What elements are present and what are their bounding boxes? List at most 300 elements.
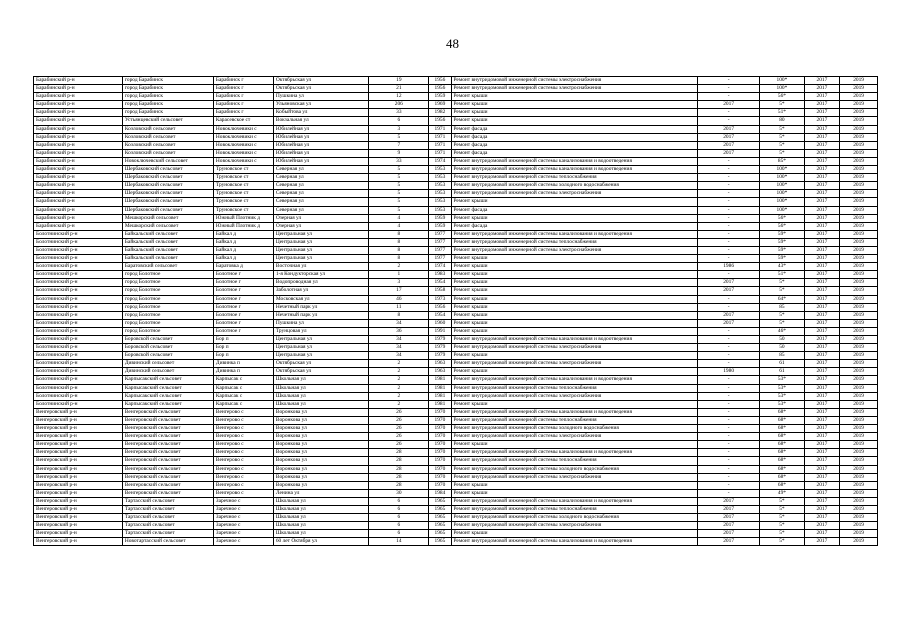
last-repair-year-cell: 2017 xyxy=(698,149,760,157)
plan-end-cell: 2019 xyxy=(840,336,878,344)
municipality-cell: Новотартасский сельсовет xyxy=(122,538,213,546)
plan-end-cell: 2019 xyxy=(840,473,878,481)
wear-percent-cell: 100* xyxy=(760,206,804,214)
plan-start-cell: 2017 xyxy=(804,530,840,538)
district-cell: Болотнинский р-н xyxy=(34,319,123,327)
plan-end-cell: 2019 xyxy=(840,457,878,465)
plan-start-cell: 2017 xyxy=(804,319,840,327)
wear-percent-cell: 56* xyxy=(760,93,804,101)
municipality-cell: Дивинский сельсовет xyxy=(122,368,213,376)
plan-start-cell: 2017 xyxy=(804,206,840,214)
table-row xyxy=(34,514,878,522)
plan-end-cell: 2019 xyxy=(840,327,878,335)
plan-start-cell: 2017 xyxy=(804,182,840,190)
settlement-cell: Карпысак с xyxy=(213,392,273,400)
table-row xyxy=(34,336,878,344)
district-cell: Барабинский р-н xyxy=(34,101,123,109)
work-type-cell: Ремонт внутридомовой инженерной системы электроснабжения xyxy=(451,392,698,400)
build-year-cell: 1954 xyxy=(429,279,451,287)
street-cell: Озерная ул xyxy=(273,214,369,222)
plan-start-cell: 2017 xyxy=(804,166,840,174)
municipality-cell: Байкальский сельсовет xyxy=(122,246,213,254)
wear-percent-cell: 68* xyxy=(760,473,804,481)
table-row xyxy=(34,271,878,279)
work-type-cell: Ремонт внутридомовой инженерной системы канализования и водоотведения xyxy=(451,449,698,457)
last-repair-year-cell: - xyxy=(698,457,760,465)
municipality-cell: Венгеровский сельсовет xyxy=(122,425,213,433)
house-number-cell: 2 xyxy=(369,368,429,376)
plan-start-cell: 2017 xyxy=(804,287,840,295)
last-repair-year-cell: - xyxy=(698,198,760,206)
municipality-cell: Шербаковский сельсовет xyxy=(122,206,213,214)
last-repair-year-cell: - xyxy=(698,481,760,489)
house-number-cell: 8 xyxy=(369,255,429,263)
build-year-cell: 1981 xyxy=(429,392,451,400)
plan-end-cell: 2019 xyxy=(840,279,878,287)
settlement-cell: Байкал д xyxy=(213,255,273,263)
table-row xyxy=(34,416,878,424)
settlement-cell: Венгерово с xyxy=(213,489,273,497)
build-year-cell: 1953 xyxy=(429,166,451,174)
table-row xyxy=(34,449,878,457)
work-type-cell: Ремонт крыши xyxy=(451,311,698,319)
table-row xyxy=(34,287,878,295)
district-cell: Барабинский р-н xyxy=(34,109,123,117)
street-cell: Северная ул xyxy=(273,182,369,190)
municipality-cell: Венгеровский сельсовет xyxy=(122,449,213,457)
street-cell: Юбилейная ул xyxy=(273,141,369,149)
house-number-cell: 12 xyxy=(369,93,429,101)
plan-start-cell: 2017 xyxy=(804,109,840,117)
wear-percent-cell: 68* xyxy=(760,425,804,433)
build-year-cell: 1954 xyxy=(429,311,451,319)
work-type-cell: Ремонт крыши xyxy=(451,303,698,311)
district-cell: Венгеровский р-н xyxy=(34,425,123,433)
street-cell: Озерная ул xyxy=(273,222,369,230)
table-row xyxy=(34,109,878,117)
plan-end-cell: 2019 xyxy=(840,344,878,352)
district-cell: Болотнинский р-н xyxy=(34,263,123,271)
build-year-cell: 1982 xyxy=(429,109,451,117)
table-row xyxy=(34,198,878,206)
district-cell: Венгеровский р-н xyxy=(34,465,123,473)
build-year-cell: 1965 xyxy=(429,522,451,530)
plan-end-cell: 2019 xyxy=(840,392,878,400)
district-cell: Венгеровский р-н xyxy=(34,441,123,449)
district-cell: Венгеровский р-н xyxy=(34,408,123,416)
page-number: 48 xyxy=(446,36,459,51)
house-number-cell: 21 xyxy=(369,85,429,93)
table-row xyxy=(34,433,878,441)
table-row xyxy=(34,85,878,93)
settlement-cell: Венгерово с xyxy=(213,408,273,416)
plan-start-cell: 2017 xyxy=(804,93,840,101)
table-row xyxy=(34,238,878,246)
work-type-cell: Ремонт внутридомовой инженерной системы канализования и водоотведения xyxy=(451,376,698,384)
settlement-cell: Карпысак с xyxy=(213,384,273,392)
settlement-cell: Дивинка п xyxy=(213,368,273,376)
plan-start-cell: 2017 xyxy=(804,384,840,392)
build-year-cell: 1981 xyxy=(429,400,451,408)
table-row xyxy=(34,133,878,141)
street-cell: Школьная ул xyxy=(273,530,369,538)
plan-end-cell: 2019 xyxy=(840,182,878,190)
last-repair-year-cell: 2017 xyxy=(698,530,760,538)
work-type-cell: Ремонт фасада xyxy=(451,141,698,149)
wear-percent-cell: 68* xyxy=(760,441,804,449)
plan-end-cell: 2019 xyxy=(840,125,878,133)
last-repair-year-cell: 2017 xyxy=(698,505,760,513)
table-row xyxy=(34,166,878,174)
build-year-cell: 1970 xyxy=(429,408,451,416)
wear-percent-cell: 61 xyxy=(760,368,804,376)
house-number-cell: 34 xyxy=(369,344,429,352)
build-year-cell: 1977 xyxy=(429,238,451,246)
table-row xyxy=(34,522,878,530)
house-number-cell: 28 xyxy=(369,449,429,457)
work-type-cell: Ремонт внутридомовой инженерной системы теплоснабжения xyxy=(451,416,698,424)
wear-percent-cell: 59* xyxy=(760,238,804,246)
house-number-cell: 46 xyxy=(369,295,429,303)
table-row xyxy=(34,182,878,190)
district-cell: Венгеровский р-н xyxy=(34,449,123,457)
plan-end-cell: 2019 xyxy=(840,287,878,295)
house-number-cell: 6 xyxy=(369,505,429,513)
build-year-cell: 1959 xyxy=(429,93,451,101)
table-row xyxy=(34,327,878,335)
house-number-cell: 28 xyxy=(369,473,429,481)
street-cell: Кобыйтова ул xyxy=(273,109,369,117)
street-cell: Ульяновская ул xyxy=(273,101,369,109)
wear-percent-cell: 80 xyxy=(760,117,804,125)
house-number-cell: 33 xyxy=(369,109,429,117)
district-cell: Болотнинский р-н xyxy=(34,271,123,279)
street-cell: Школьная ул xyxy=(273,522,369,530)
municipality-cell: Мешкорский сельсовет xyxy=(122,222,213,230)
street-cell: Центральная ул xyxy=(273,246,369,254)
plan-start-cell: 2017 xyxy=(804,77,840,85)
municipality-cell: Тартасский сельсовет xyxy=(122,522,213,530)
build-year-cell: 1984 xyxy=(429,489,451,497)
build-year-cell: 1953 xyxy=(429,190,451,198)
district-cell: Венгеровский р-н xyxy=(34,505,123,513)
build-year-cell: 1965 xyxy=(429,514,451,522)
plan-start-cell: 2017 xyxy=(804,149,840,157)
build-year-cell: 1971 xyxy=(429,133,451,141)
municipality-cell: Шербаковский сельсовет xyxy=(122,166,213,174)
street-cell: Северная ул xyxy=(273,174,369,182)
plan-end-cell: 2019 xyxy=(840,384,878,392)
table-row xyxy=(34,230,878,238)
street-cell: Воронкова ул xyxy=(273,465,369,473)
wear-percent-cell: 5* xyxy=(760,530,804,538)
municipality-cell: Шербаковский сельсовет xyxy=(122,182,213,190)
plan-start-cell: 2017 xyxy=(804,457,840,465)
street-cell: Воронкова ул xyxy=(273,441,369,449)
wear-percent-cell: 68* xyxy=(760,449,804,457)
last-repair-year-cell: 2017 xyxy=(698,133,760,141)
last-repair-year-cell: - xyxy=(698,157,760,165)
last-repair-year-cell: - xyxy=(698,376,760,384)
settlement-cell: Карпысак с xyxy=(213,400,273,408)
street-cell: Юбилейная ул xyxy=(273,157,369,165)
table-row xyxy=(34,125,878,133)
street-cell: Трунцовая ул xyxy=(273,327,369,335)
last-repair-year-cell: 2017 xyxy=(698,311,760,319)
last-repair-year-cell: - xyxy=(698,206,760,214)
house-number-cell: 3 xyxy=(369,279,429,287)
settlement-cell: Южный Плотник д xyxy=(213,214,273,222)
district-cell: Барабинский р-н xyxy=(34,125,123,133)
last-repair-year-cell: - xyxy=(698,246,760,254)
plan-start-cell: 2017 xyxy=(804,344,840,352)
build-year-cell: 1956 xyxy=(429,117,451,125)
municipality-cell: Шербаковский сельсовет xyxy=(122,190,213,198)
work-type-cell: Ремонт внутридомовой инженерной системы электроснабжения xyxy=(451,360,698,368)
house-number-cell: 14 xyxy=(369,538,429,546)
wear-percent-cell: 51* xyxy=(760,271,804,279)
build-year-cell: 1953 xyxy=(429,206,451,214)
last-repair-year-cell: - xyxy=(698,93,760,101)
table-row xyxy=(34,368,878,376)
settlement-cell: Байкал д xyxy=(213,230,273,238)
last-repair-year-cell: - xyxy=(698,166,760,174)
build-year-cell: 1958 xyxy=(429,287,451,295)
build-year-cell: 1977 xyxy=(429,246,451,254)
wear-percent-cell: 51* xyxy=(760,109,804,117)
street-cell: Центральная ул xyxy=(273,230,369,238)
district-cell: Барабинский р-н xyxy=(34,93,123,101)
house-number-cell: 36 xyxy=(369,327,429,335)
municipality-cell: Байкальский сельсовет xyxy=(122,255,213,263)
house-number-cell: 5 xyxy=(369,166,429,174)
plan-end-cell: 2019 xyxy=(840,352,878,360)
street-cell: Октябрьская ул xyxy=(273,77,369,85)
plan-start-cell: 2017 xyxy=(804,489,840,497)
work-type-cell: Ремонт внутридомовой инженерной системы электроснабжения xyxy=(451,433,698,441)
settlement-cell: Труновское ст xyxy=(213,182,273,190)
district-cell: Болотнинский р-н xyxy=(34,384,123,392)
build-year-cell: 1953 xyxy=(429,174,451,182)
last-repair-year-cell: - xyxy=(698,433,760,441)
last-repair-year-cell: - xyxy=(698,109,760,117)
district-cell: Болотнинский р-н xyxy=(34,246,123,254)
wear-percent-cell: 68* xyxy=(760,416,804,424)
municipality-cell: Карпысакский сельсовет xyxy=(122,384,213,392)
street-cell: Северная ул xyxy=(273,206,369,214)
municipality-cell: Венгеровский сельсовет xyxy=(122,433,213,441)
street-cell: Северная ул xyxy=(273,166,369,174)
table-row xyxy=(34,538,878,546)
plan-start-cell: 2017 xyxy=(804,198,840,206)
plan-end-cell: 2019 xyxy=(840,101,878,109)
work-type-cell: Ремонт крыши xyxy=(451,489,698,497)
municipality-cell: Устьянцевский сельсовет xyxy=(122,117,213,125)
house-number-cell: 19 xyxy=(369,77,429,85)
district-cell: Венгеровский р-н xyxy=(34,497,123,505)
last-repair-year-cell: - xyxy=(698,473,760,481)
district-cell: Барабинский р-н xyxy=(34,222,123,230)
table-row xyxy=(34,400,878,408)
last-repair-year-cell: 2017 xyxy=(698,287,760,295)
work-type-cell: Ремонт внутридомовой инженерной системы электроснабжения xyxy=(451,190,698,198)
table-row xyxy=(34,376,878,384)
table-row xyxy=(34,360,878,368)
settlement-cell: Болотное г xyxy=(213,279,273,287)
build-year-cell: 1965 xyxy=(429,530,451,538)
street-cell: Воронкова ул xyxy=(273,416,369,424)
build-year-cell: 1983 xyxy=(429,271,451,279)
district-cell: Венгеровский р-н xyxy=(34,416,123,424)
street-cell: Школьная ул xyxy=(273,505,369,513)
municipality-cell: Байкальский сельсовет xyxy=(122,238,213,246)
wear-percent-cell: 56* xyxy=(760,222,804,230)
last-repair-year-cell: - xyxy=(698,425,760,433)
municipality-cell: Козловский сельсовет xyxy=(122,133,213,141)
plan-end-cell: 2019 xyxy=(840,198,878,206)
house-number-cell: 28 xyxy=(369,465,429,473)
build-year-cell: 1970 xyxy=(429,457,451,465)
work-type-cell: Ремонт внутридомовой инженерной системы теплоснабжения xyxy=(451,238,698,246)
work-type-cell: Ремонт фасада xyxy=(451,149,698,157)
plan-end-cell: 2019 xyxy=(840,255,878,263)
street-cell: Школьная ул xyxy=(273,514,369,522)
wear-percent-cell: 5* xyxy=(760,149,804,157)
district-cell: Барабинский р-н xyxy=(34,141,123,149)
plan-start-cell: 2017 xyxy=(804,190,840,198)
district-cell: Болотнинский р-н xyxy=(34,327,123,335)
street-cell: Ленина ул xyxy=(273,489,369,497)
wear-percent-cell: 53* xyxy=(760,392,804,400)
settlement-cell: Венгерово с xyxy=(213,457,273,465)
build-year-cell: 1956 xyxy=(429,85,451,93)
table-row xyxy=(34,141,878,149)
last-repair-year-cell: - xyxy=(698,408,760,416)
settlement-cell: Венгерово с xyxy=(213,465,273,473)
district-cell: Болотнинский р-н xyxy=(34,400,123,408)
table-row xyxy=(34,408,878,416)
table-row xyxy=(34,481,878,489)
work-type-cell: Ремонт крыши xyxy=(451,109,698,117)
work-type-cell: Ремонт крыши xyxy=(451,214,698,222)
house-number-cell: 17 xyxy=(369,287,429,295)
last-repair-year-cell: - xyxy=(698,303,760,311)
work-type-cell: Ремонт внутридомовой инженерной системы канализования и водоотведения xyxy=(451,166,698,174)
plan-start-cell: 2017 xyxy=(804,352,840,360)
house-number-cell: 6 xyxy=(369,117,429,125)
work-type-cell: Ремонт крыши xyxy=(451,117,698,125)
work-type-cell: Ремонт крыши xyxy=(451,295,698,303)
plan-start-cell: 2017 xyxy=(804,473,840,481)
district-cell: Венгеровский р-н xyxy=(34,473,123,481)
plan-end-cell: 2019 xyxy=(840,449,878,457)
district-cell: Болотнинский р-н xyxy=(34,311,123,319)
build-year-cell: 1971 xyxy=(429,149,451,157)
street-cell: Восточная ул xyxy=(273,263,369,271)
plan-start-cell: 2017 xyxy=(804,230,840,238)
plan-end-cell: 2019 xyxy=(840,376,878,384)
plan-end-cell: 2019 xyxy=(840,514,878,522)
municipality-cell: город Болотное xyxy=(122,327,213,335)
work-type-cell: Ремонт внутридомовой инженерной системы теплоснабжения xyxy=(451,384,698,392)
house-number-cell: 11 xyxy=(369,303,429,311)
work-type-cell: Ремонт внутридомовой инженерной системы электроснабжения xyxy=(451,246,698,254)
build-year-cell: 1979 xyxy=(429,352,451,360)
table-row xyxy=(34,157,878,165)
plan-start-cell: 2017 xyxy=(804,141,840,149)
plan-start-cell: 2017 xyxy=(804,214,840,222)
house-number-cell: 34 xyxy=(369,336,429,344)
plan-start-cell: 2017 xyxy=(804,481,840,489)
plan-start-cell: 2017 xyxy=(804,400,840,408)
plan-end-cell: 2019 xyxy=(840,481,878,489)
table-row xyxy=(34,465,878,473)
street-cell: Юбилейная ул xyxy=(273,125,369,133)
plan-start-cell: 2017 xyxy=(804,522,840,530)
district-cell: Болотнинский р-н xyxy=(34,392,123,400)
work-type-cell: Ремонт внутридомовой инженерной системы канализования и водоотведения xyxy=(451,157,698,165)
plan-end-cell: 2019 xyxy=(840,238,878,246)
last-repair-year-cell: 2017 xyxy=(698,522,760,530)
house-number-cell: 7 xyxy=(369,141,429,149)
municipality-cell: город Барабинск xyxy=(122,101,213,109)
district-cell: Барабинский р-н xyxy=(34,117,123,125)
settlement-cell: Болотное г xyxy=(213,295,273,303)
district-cell: Болотнинский р-н xyxy=(34,368,123,376)
plan-start-cell: 2017 xyxy=(804,303,840,311)
house-number-cell: 2 xyxy=(369,263,429,271)
last-repair-year-cell: 2017 xyxy=(698,514,760,522)
plan-start-cell: 2017 xyxy=(804,279,840,287)
plan-end-cell: 2019 xyxy=(840,497,878,505)
settlement-cell: Заречное с xyxy=(213,505,273,513)
district-cell: Барабинский р-н xyxy=(34,198,123,206)
house-number-cell: 26 xyxy=(369,408,429,416)
plan-end-cell: 2019 xyxy=(840,174,878,182)
last-repair-year-cell: - xyxy=(698,182,760,190)
plan-end-cell: 2019 xyxy=(840,311,878,319)
work-type-cell: Ремонт крыши xyxy=(451,319,698,327)
settlement-cell: Новоключевики с xyxy=(213,125,273,133)
municipality-cell: Тартасский сельсовет xyxy=(122,530,213,538)
last-repair-year-cell: - xyxy=(698,85,760,93)
street-cell: Октябрьская ул xyxy=(273,368,369,376)
plan-end-cell: 2019 xyxy=(840,416,878,424)
table-row xyxy=(34,214,878,222)
house-number-cell: 206 xyxy=(369,101,429,109)
municipality-cell: Мешкорский сельсовет xyxy=(122,214,213,222)
plan-start-cell: 2017 xyxy=(804,222,840,230)
plan-end-cell: 2019 xyxy=(840,368,878,376)
street-cell: 1-я Кондукторская ул xyxy=(273,271,369,279)
last-repair-year-cell: - xyxy=(698,230,760,238)
wear-percent-cell: 5* xyxy=(760,505,804,513)
plan-start-cell: 2017 xyxy=(804,174,840,182)
wear-percent-cell: 85* xyxy=(760,157,804,165)
plan-end-cell: 2019 xyxy=(840,230,878,238)
plan-start-cell: 2017 xyxy=(804,376,840,384)
house-number-cell: 8 xyxy=(369,238,429,246)
street-cell: Школьная ул xyxy=(273,392,369,400)
last-repair-year-cell: - xyxy=(698,327,760,335)
plan-end-cell: 2019 xyxy=(840,109,878,117)
work-type-cell: Ремонт внутридомовой инженерной системы канализования и водоотведения xyxy=(451,538,698,546)
settlement-cell: Новоключевики с xyxy=(213,133,273,141)
build-year-cell: 1970 xyxy=(429,481,451,489)
table-row xyxy=(34,384,878,392)
last-repair-year-cell: - xyxy=(698,174,760,182)
settlement-cell: Венгерово с xyxy=(213,481,273,489)
